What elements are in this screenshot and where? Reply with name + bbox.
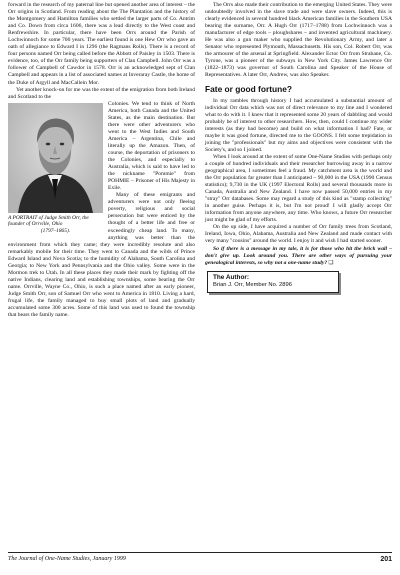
paragraph-contribution: The Orrs also made their contribution to the emerging United States. They were undoubtedly involved in the slave trade and were slave owners. Indeed, this is clearly evidenced in several hundred black American families in the Southern USA bearing the surname, Orr. A Hugh Orr (1717–1788) from Lochwinnoch was a manufacturer of edge tools – ploughshares – and invented agricultural machinery. He was also a gun maker who supplied the Revolutionary Army, and later a Senator who represented Plymouth, Massachusetts. His son, Col. Robert Orr, was the armourer of the arsenal at Springfield. Alexander Ector Orr from Strabane, Co. Tyrone, was a pioneer of the subways in New York City. James Lawrence Orr (1822–1873) was governor of South Carolina and Speaker of the House of Representatives. A later Orr, Andrew, was also Speaker. (205, 2, 392, 79)
paragraph-rambles: In my rambles through history I had accumulated a substantial amount of individual Orr data which was not of direct relevance to my line and I wondered what to do with it. I knew that it represented some 20 years of dabbling and would probably be of interest to other researchers. How, then, could I continue my wider interests (as they had become) and build on what information I had? Fate, or maybe it was good fortune, directed me to the GOONS. I felt some trepidation in joining the "professionals" but my aims and objectives were consistent with the Society's, and so I joined. (205, 97, 392, 153)
caption-text: A PORTRAIT of Judge Smith Orr, the founder of Orrville, Ohio (8, 214, 89, 228)
author-name: Brian J. Orr, Member No. 2896 (213, 281, 292, 288)
paragraph-up-side: On the up side, I have acquired a number of Orr family trees from Scotland, Ireland, Iowa, Ohio, Alabama, Australia and New Zealand and made contact with very many "cousins" around the world. I enjoy it and wish I had started sooner. (205, 224, 392, 245)
journal-title: The Journal of One-Name Studies, January 1999 (8, 556, 126, 562)
paragraph-closing (205, 246, 392, 267)
portrait-image-icon (8, 103, 103, 213)
portrait-caption (8, 215, 103, 235)
closing-message: So if there is a message in my tale, it is for those who hit the brick wall – don't give up. Look around you. There are other ways of pursuing your genealogical interests, so why not a one-name study? (205, 245, 392, 266)
paragraph-emigrants: Many of these emigrants and adventurers were not only fleeing poverty, religious and social persecution but were enticed by the thought of a better life and free or exceedingly cheap land. To many, anything was better than the environment from which they came; they were incredibly resolute and also remarkably mobile for their time. They went to Canada and the wilds of Prince Edward Island and Nova Scotia; to the humidity of Alabama, South Carolina and Georgia; to New York and Pennsylvania and the Ohio valley. Some were in the Mormon trek to Utah. In all these places they made their mark by fighting off the native Indians, clearing land and establishing townships, some bearing the Orr name. Orrville, Wayne Co., Ohio, is such a place named after an early pioneer, Judge Smith Orr, son of Samuel Orr who went to America in 1810. Living a hard, frugal life, the family managed to buy small plots of land and gradually accumulated some 300 acres. Some of this land was used to found the township that bears the family name. (8, 192, 195, 319)
author-box (207, 271, 339, 294)
section-heading: Fate or good fortune? (205, 83, 292, 94)
left-column (8, 2, 195, 319)
paragraph-emigration-wrap: Colonies. We tend to think of North America, both Canada and the United States, as the main destination. But there were other adventurers who went to the West Indies and South America – Argentina, Chile and literally up the Amazon. Then, of course, the deportation of prisoners to the Colonies, and especially to Australia, which is said to have led to the nickname "Pommie" from POHMIE – Prisoner of His Majesty in Exile. (108, 100, 195, 192)
author-label: The Author: (213, 273, 249, 281)
portrait-figure (8, 103, 103, 235)
page-footer (8, 552, 392, 562)
right-column (205, 2, 392, 293)
portrait-photo (8, 103, 103, 213)
paragraph-emigration-lead: Yet another knock-on for me was the extent of the emigration from both Ireland and Scotland to the (8, 86, 195, 100)
paragraph-one-name-studies: When I look around at the extent of some One-Name Studies with perhaps only a couple of hundred individuals and their researcher burrowing away in a narrow geographical area, I sometimes feel a fraud. My catchment area is the world and the Orr population far greater than I anticipated – 90,000 in the USA (1990 Census statistics); 9,730 in the UK (1997 Electoral Rolls) and several thousands more in Canada, Australia and New Zealand. I have now passed 50,000 entries in my "stray" Orr databases. Some may regard a study of this kind as "stamp collecting" in another guise. Perhaps it is, but I'm not proud! I will gladly accept Orr information from anyone anywhere, any time. Who knows, a future Orr researcher just might be glad of my efforts. (205, 153, 392, 224)
end-mark-icon: ❑ (328, 259, 334, 266)
caption-years: (1797–1865). (40, 227, 71, 234)
paragraph-intro: forward in the research of my paternal line but opened another area of interest – the Orr origins in Scotland. From reading about the The Plantation and the history of the Montgomery and Hamilton families who settled the larger parts of Co. Antrim and Co. Down from circa 1606, there was a lead directly to the West coast and Renfrewshire. In particular, there have been Orrs around the Parish of Lochwinnoch for some 700 years. The earliest found is one Hew Orr who gave an oath of allegiance to Edward I in 1296 (the Ragmans Rolls). There is a record of four persons named Orr being called before the Abbott of Paisley in 1503. There is evidence, too, of the Orr family being supporters of Clan Campbell. John Orr was a follower of Campbell of Cawdor in 1578. Orr is an acknowledged sept of Clan Campbell and appears in a list of associated names at Inveraray Castle, the home of the Duke of Argyll and MacCallein Mor. (8, 2, 195, 86)
page-number: 201 (380, 556, 392, 563)
